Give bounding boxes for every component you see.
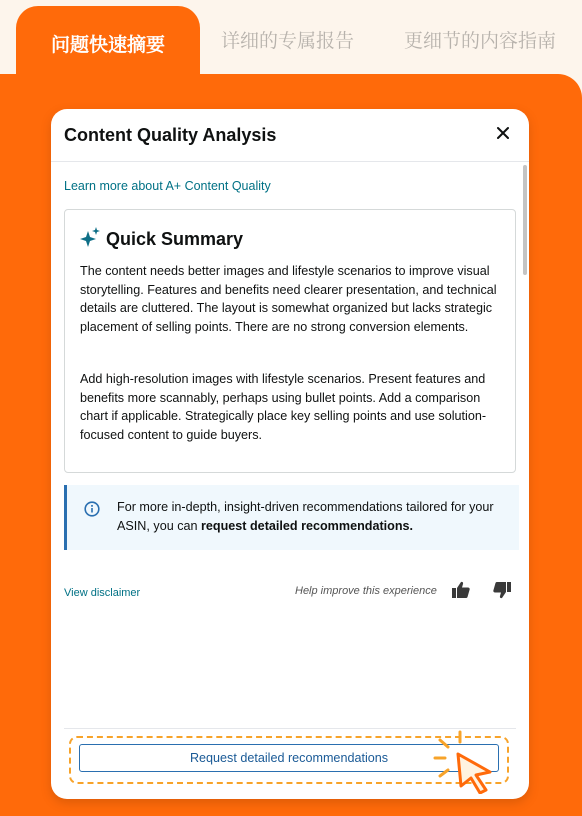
- thumbs-down-icon[interactable]: [492, 580, 512, 600]
- pointer-cursor-icon: [430, 728, 500, 794]
- sparkle-icon: [79, 227, 101, 249]
- card-title: Content Quality Analysis: [64, 125, 277, 145]
- summary-paragraph-1: The content needs better images and lifestyle scenarios to improve visual storytelling. Features and benefits need clearer presentation, and technical details are cluttered. The layout is somewhat organized but lacks strategic placement of selling points. There are no strong conversion elements.: [80, 264, 497, 334]
- help-improve-text: Help improve this experience: [295, 585, 437, 597]
- quick-summary-box: [64, 209, 516, 473]
- info-bold-link: request detailed recommendations.: [201, 518, 414, 533]
- info-text: For more in-depth, insight-driven recommendations tailored for your ASIN, you can request detailed recommendations.: [117, 500, 494, 533]
- card-header: [51, 109, 529, 162]
- learn-more-link[interactable]: Learn more about A+ Content Quality: [64, 179, 271, 193]
- summary-paragraph-2: Add high-resolution images with lifestyle scenarios. Present features and benefits more scannably, perhaps using bullet points. Add a comparison chart if applicable. Strategically place key selling points and use solution-focused content to guide buyers.: [80, 372, 487, 442]
- tab-content-guide[interactable]: 更细节的内容指南: [403, 29, 556, 52]
- content-quality-card: [51, 109, 529, 799]
- tab-quick-summary[interactable]: 问题快速摘要: [16, 6, 200, 80]
- request-recommendations-button[interactable]: Request detailed recommendations: [79, 744, 499, 772]
- scrollbar[interactable]: [523, 165, 527, 275]
- view-disclaimer-link[interactable]: View disclaimer: [64, 587, 141, 599]
- tab-detailed-report[interactable]: 详细的专属报告: [220, 29, 354, 52]
- close-icon[interactable]: [493, 123, 513, 143]
- info-callout: [64, 485, 519, 550]
- thumbs-up-icon[interactable]: [451, 580, 471, 600]
- quick-summary-title: Quick Summary: [106, 229, 244, 249]
- info-icon: [84, 501, 100, 517]
